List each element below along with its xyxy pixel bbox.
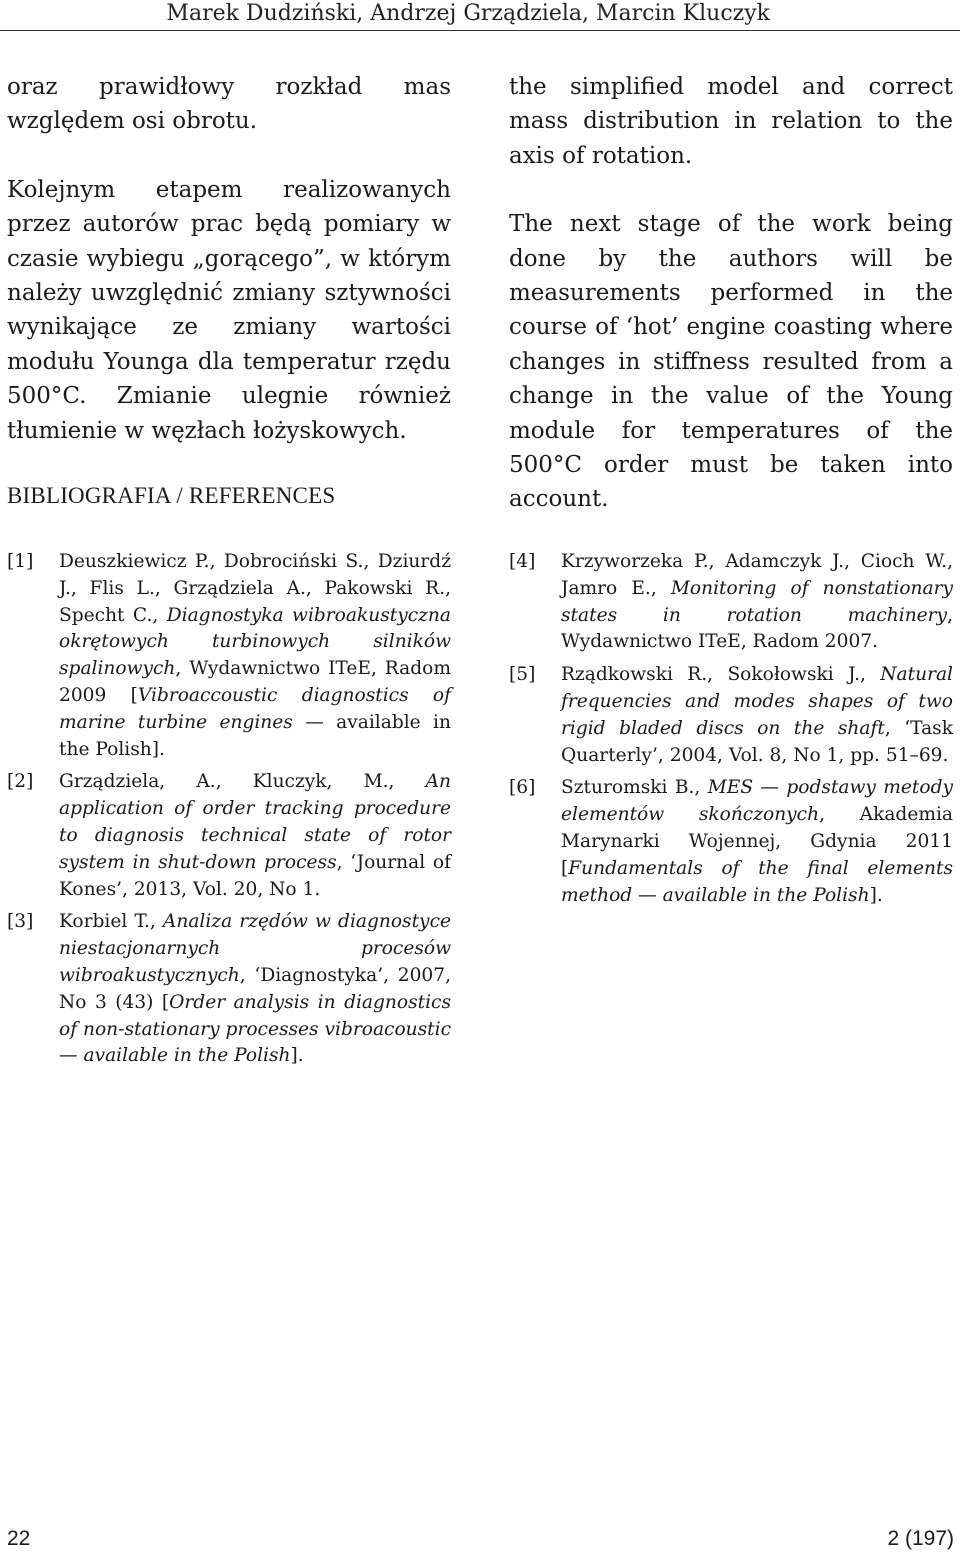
reference-number: [1] bbox=[7, 551, 34, 572]
reference-item bbox=[509, 775, 953, 909]
paragraph-en-1: the simplified model and correct mass distribution in relation to the axis of rotation. bbox=[509, 74, 953, 169]
reference-item bbox=[509, 549, 953, 656]
reference-title: MES — podstawy metody elementów skończonych bbox=[561, 777, 954, 826]
reference-title: Diagnostyka wibroakustyczna okrętowych turbinowych silników spalinowych bbox=[59, 604, 451, 680]
reference-note: ]. bbox=[290, 1045, 304, 1067]
page-number: 22 bbox=[7, 1527, 31, 1550]
reference-number: [6] bbox=[509, 777, 536, 799]
left-column-polish bbox=[7, 70, 451, 448]
reference-publisher: , ‘Diagnostyka’, 2007, No 3 (43) [ bbox=[59, 964, 451, 1013]
reference-item bbox=[7, 549, 451, 763]
reference-authors: Szturomski B., bbox=[561, 777, 708, 799]
reference-authors: Deuszkiewicz P., Dobrociński S., Dziurdź J., Flis L., Grządziela A., Pakowski R., Specht C., bbox=[59, 551, 451, 626]
reference-title: An application of order tracking procedure to diagnosis technical state of rotor system in shut-down process bbox=[59, 771, 451, 873]
reference-translation: Vibroaccoustic diagnostics of marine turbine engines bbox=[59, 684, 452, 733]
reference-note: — available in the Polish]. bbox=[59, 711, 451, 760]
reference-publisher: , Akademia Marynarki Wojennej, Gdynia 2011 [ bbox=[561, 804, 954, 879]
reference-item bbox=[509, 662, 953, 769]
reference-title: Natural frequencies and modes shapes of two rigid bladed discs on the shaft bbox=[561, 664, 953, 739]
reference-note: ]. bbox=[869, 884, 883, 906]
reference-title: Monitoring of nonstationary states in rotation machinery bbox=[561, 577, 953, 626]
reference-translation: Fundamentals of the final elements method — available in the Polish bbox=[561, 857, 953, 906]
reference-authors: Korbiel T., bbox=[59, 911, 163, 933]
paragraph-pl-2: Kolejnym etapem realizowanych przez autorów prac będą pomiary w czasie wybiegu „gorącego”, w którym należy uwzględnić zmiany sztywności wynikające ze zmiany wartości modułu Younga dla temperatur rzędu 500°C. Zmianie ulegnie również tłumienie w węzłach łożyskowych. bbox=[7, 176, 451, 444]
reference-publisher: , Wydawnictwo ITeE, Radom 2009 [ bbox=[59, 658, 451, 706]
reference-number: [2] bbox=[7, 771, 34, 793]
reference-authors: Rządkowski R., Sokołowski J., bbox=[561, 664, 881, 686]
reference-item bbox=[7, 909, 451, 1070]
reference-publisher: , ‘Task Quarterly’, 2004, Vol. 8, No 1, pp. 51–69. bbox=[561, 717, 953, 766]
reference-list-right bbox=[509, 549, 953, 909]
reference-item bbox=[7, 769, 451, 903]
reference-title: Analiza rzędów w diagnostyce niestacjonarnych procesów wibroakustycznych bbox=[59, 911, 451, 986]
running-header-authors: Marek Dudziński, Andrzej Grządziela, Marcin Kluczyk bbox=[166, 1, 770, 26]
issue-number: 2 (197) bbox=[887, 1527, 954, 1550]
reference-number: [5] bbox=[509, 664, 536, 686]
reference-number: [4] bbox=[509, 551, 536, 572]
reference-publisher: , ‘Journal of Kones’, 2013, Vol. 20, No 1. bbox=[59, 851, 451, 900]
paragraph-en-2: The next stage of the work being done by the authors will be measurements performed in the course of ‘hot’ engine coasting where changes in stiffness resulted from a change in the value of the Young module for temperatures of the 500°C order must be taken into account. bbox=[509, 211, 953, 513]
reference-authors: Grządziela, A., Kluczyk, M., bbox=[59, 771, 426, 793]
reference-publisher: , Wydawnictwo ITeE, Radom 2007. bbox=[561, 604, 953, 653]
reference-translation: Order analysis in diagnostics of non-stationary processes vibroacoustic — available in the Polish bbox=[59, 991, 451, 1067]
header-rule bbox=[0, 30, 960, 31]
reference-authors: Krzyworzeka P., Adamczyk J., Cioch W., Jamro E., bbox=[561, 551, 953, 599]
reference-number: [3] bbox=[7, 911, 34, 933]
bibliography-heading: BIBLIOGRAFIA / REFERENCES bbox=[7, 483, 336, 508]
reference-list-left bbox=[7, 549, 451, 1070]
paragraph-pl-1: oraz prawidłowy rozkład mas względem osi obrotu. bbox=[7, 74, 451, 135]
right-column-english bbox=[509, 70, 953, 517]
